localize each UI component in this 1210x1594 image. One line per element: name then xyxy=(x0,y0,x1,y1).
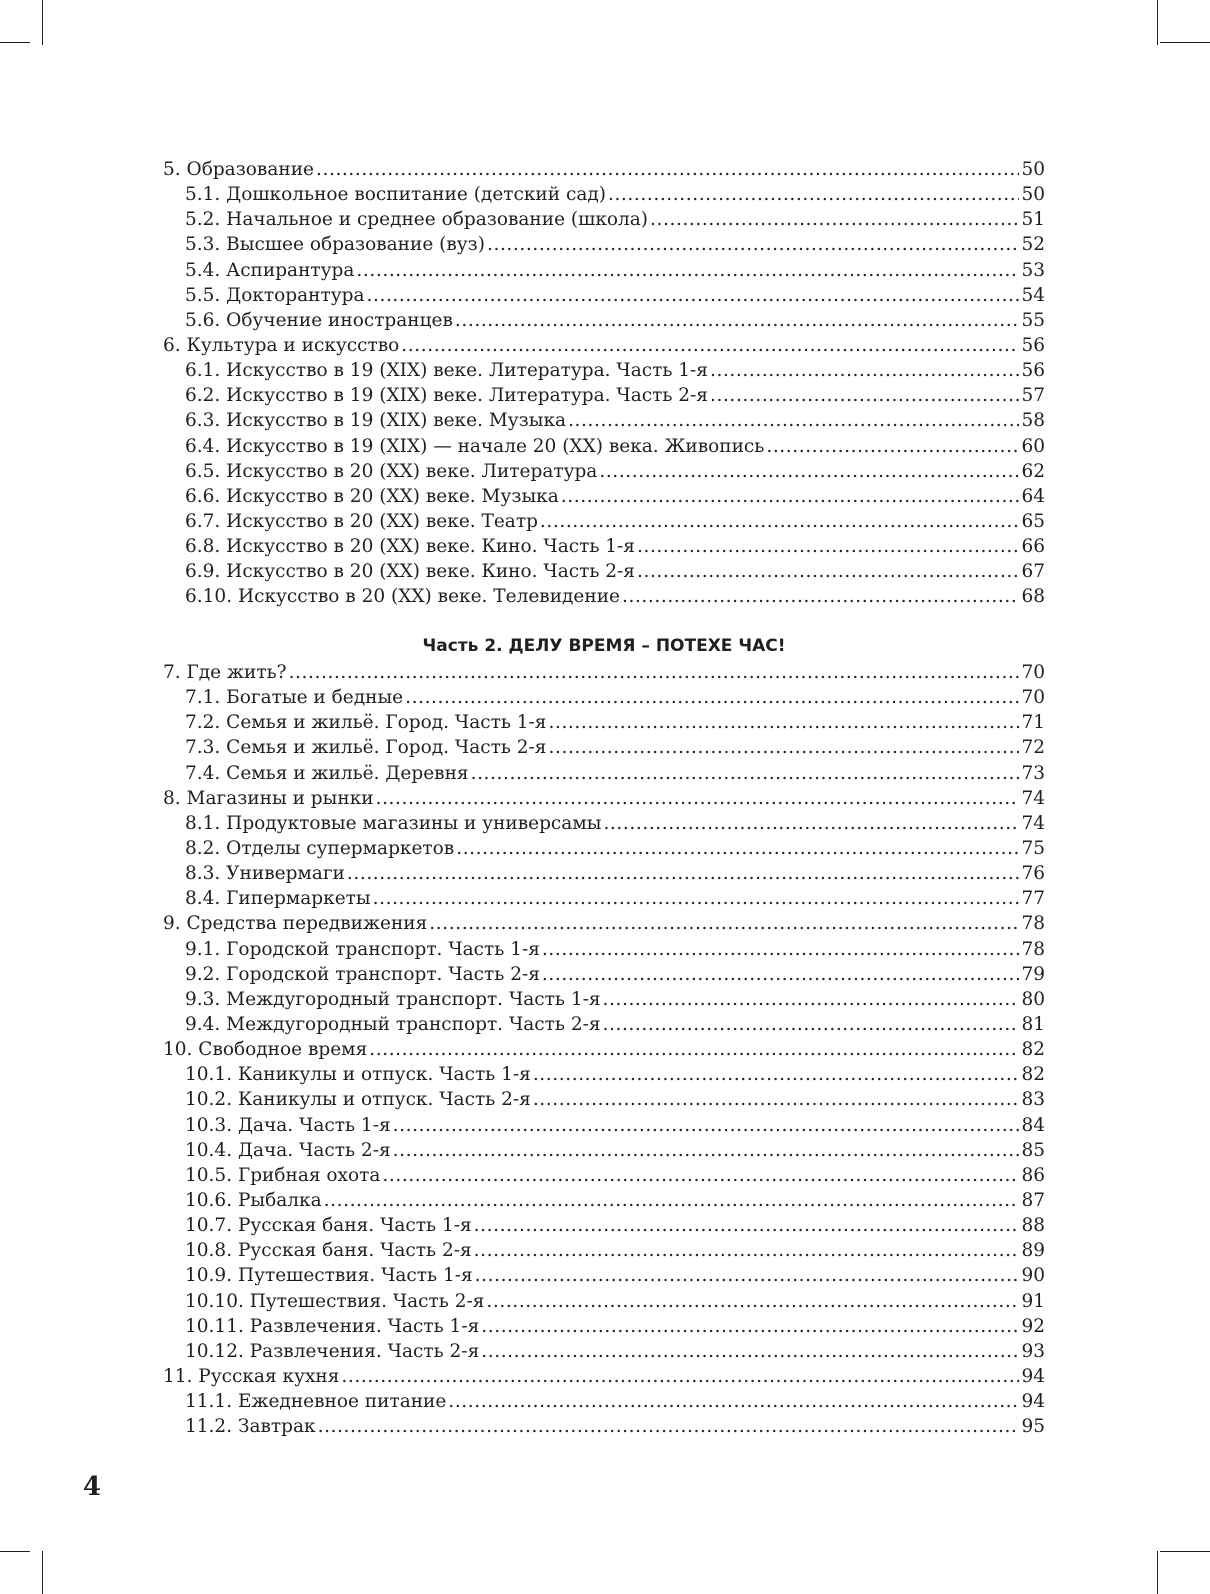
dot-leader xyxy=(316,157,1019,182)
toc-entry-title: 10. Свободное время xyxy=(163,1039,368,1061)
toc-entry xyxy=(163,786,1045,811)
toc-entry xyxy=(163,1163,1045,1188)
dot-leader xyxy=(542,937,1020,962)
dot-leader xyxy=(393,1138,1020,1163)
toc-entry xyxy=(163,685,1045,710)
toc-entry-title: 6.7. Искусство в 20 (XX) веке. Театр xyxy=(185,510,538,532)
toc-entry-title: 10.1. Каникулы и отпуск. Часть 1-я xyxy=(185,1064,531,1086)
toc-entry-page: 55 xyxy=(1021,309,1045,331)
toc-entry-page: 75 xyxy=(1021,837,1045,859)
toc-entry-title: 10.10. Путешествия. Часть 2-я xyxy=(185,1290,485,1312)
toc-entry xyxy=(163,308,1045,333)
toc-entry-title: 10.9. Путешествия. Часть 1-я xyxy=(185,1265,473,1287)
crop-mark xyxy=(1160,42,1210,43)
dot-leader xyxy=(608,182,1019,207)
toc-entry xyxy=(163,811,1045,836)
toc-entry-title: 6.9. Искусство в 20 (XX) веке. Кино. Часть 2-я xyxy=(185,561,635,583)
toc-entry-title: 10.7. Русская баня. Часть 1-я xyxy=(185,1215,472,1237)
dot-leader xyxy=(324,1188,1020,1213)
toc-list-part-1 xyxy=(163,157,1045,610)
toc-entry-page: 70 xyxy=(1021,662,1045,683)
toc-entry-page: 83 xyxy=(1021,1089,1045,1111)
dot-leader xyxy=(373,886,1020,911)
toc-entry-page: 92 xyxy=(1021,1315,1045,1337)
toc-entry xyxy=(163,660,1045,685)
dot-leader xyxy=(448,1389,1019,1414)
toc-entry-title: 6.1. Искусство в 19 (XIX) веке. Литература. Часть 1-я xyxy=(185,360,708,382)
toc-entry xyxy=(163,207,1045,232)
toc-entry-title: 9.4. Междугородный транспорт. Часть 2-я xyxy=(185,1013,601,1035)
toc-entry-page: 74 xyxy=(1021,787,1045,809)
toc-entry-page: 82 xyxy=(1021,1064,1045,1086)
toc-entry-page: 71 xyxy=(1021,712,1045,734)
toc-entry-page: 84 xyxy=(1021,1114,1045,1136)
toc-entry xyxy=(163,1364,1045,1389)
toc-entry-title: 9.3. Междугородный транспорт. Часть 1-я xyxy=(185,988,601,1010)
toc-entry-title: 10.5. Грибная охота xyxy=(185,1164,381,1186)
toc-entry xyxy=(163,1314,1045,1339)
toc-entry xyxy=(163,509,1045,534)
toc-entry-page: 50 xyxy=(1021,184,1045,206)
dot-leader xyxy=(533,1087,1020,1112)
crop-mark xyxy=(1157,1551,1158,1594)
dot-leader xyxy=(401,333,1019,358)
dot-leader xyxy=(475,1263,1020,1288)
toc-entry-title: 6.4. Искусство в 19 (XIX) — начале 20 (XX) века. Живопись xyxy=(185,435,765,457)
toc-entry xyxy=(163,861,1045,886)
toc-entry xyxy=(163,459,1045,484)
toc-entry-title: 6.3. Искусство в 19 (XIX) веке. Музыка xyxy=(185,410,567,432)
toc-entry-page: 54 xyxy=(1021,284,1045,306)
toc-entry xyxy=(163,283,1045,308)
dot-leader xyxy=(542,962,1020,987)
toc-entry-title: 10.8. Русская баня. Часть 2-я xyxy=(185,1240,472,1262)
dot-leader xyxy=(533,1062,1020,1087)
toc-entry-title: 7. Где жить? xyxy=(163,662,287,683)
dot-leader xyxy=(347,861,1020,886)
toc-entry-page: 94 xyxy=(1021,1391,1045,1413)
crop-mark xyxy=(1160,1551,1210,1552)
toc-entry xyxy=(163,1238,1045,1263)
dot-leader xyxy=(637,534,1019,559)
toc-entry-page: 72 xyxy=(1021,737,1045,759)
toc-entry-title: 7.2. Семья и жильё. Город. Часть 1-я xyxy=(185,712,547,734)
toc-entry-page: 87 xyxy=(1021,1189,1045,1211)
toc-entry-page: 88 xyxy=(1021,1215,1045,1237)
toc-entry xyxy=(163,1289,1045,1314)
toc-entry-page: 78 xyxy=(1021,913,1045,935)
toc-entry-page: 53 xyxy=(1021,259,1045,281)
dot-leader xyxy=(318,1414,1020,1439)
toc-entry xyxy=(163,358,1045,383)
toc-entry xyxy=(163,761,1045,786)
toc-entry-page: 64 xyxy=(1021,485,1045,507)
toc-entry xyxy=(163,1138,1045,1163)
crop-mark xyxy=(0,1551,30,1552)
toc-entry xyxy=(163,182,1045,207)
toc-entry-page: 80 xyxy=(1021,988,1045,1010)
toc-entry-page: 76 xyxy=(1021,863,1045,885)
toc-entry-title: 10.11. Развлечения. Часть 1-я xyxy=(185,1315,480,1337)
toc-entry xyxy=(163,1037,1045,1062)
dot-leader xyxy=(376,786,1020,811)
crop-mark xyxy=(42,1551,43,1594)
toc-entry-page: 58 xyxy=(1021,410,1045,432)
toc-entry xyxy=(163,383,1045,408)
toc-entry xyxy=(163,584,1045,609)
dot-leader xyxy=(710,358,1019,383)
toc-entry-page: 94 xyxy=(1021,1365,1045,1387)
dot-leader xyxy=(766,434,1019,459)
toc-entry-title: 5.1. Дошкольное воспитание (детский сад) xyxy=(185,184,606,206)
dot-leader xyxy=(429,911,1019,936)
toc-entry xyxy=(163,1213,1045,1238)
dot-leader xyxy=(393,1113,1020,1138)
toc-entry-page: 91 xyxy=(1021,1290,1045,1312)
toc-entry xyxy=(163,1389,1045,1414)
toc-entry-title: 7.1. Богатые и бедные xyxy=(185,687,404,709)
dot-leader xyxy=(486,1289,1019,1314)
toc-entry-page: 89 xyxy=(1021,1240,1045,1262)
toc-entry-title: 5.3. Высшее образование (вуз) xyxy=(185,234,485,256)
toc-entry-title: 6.8. Искусство в 20 (XX) веке. Кино. Часть 1-я xyxy=(185,536,635,558)
toc-entry-page: 68 xyxy=(1021,586,1045,608)
crop-mark xyxy=(1157,0,1158,45)
crop-mark xyxy=(0,42,30,43)
toc-entry-page: 74 xyxy=(1021,812,1045,834)
toc-entry xyxy=(163,836,1045,861)
toc-entry-page: 93 xyxy=(1021,1340,1045,1362)
toc-entry-title: 9. Средства передвижения xyxy=(163,913,428,935)
toc-entry-title: 7.4. Семья и жильё. Деревня xyxy=(185,762,469,784)
dot-leader xyxy=(382,1163,1019,1188)
toc-entry xyxy=(163,1087,1045,1112)
dot-leader xyxy=(599,459,1019,484)
dot-leader xyxy=(356,258,1019,283)
toc-entry xyxy=(163,735,1045,760)
toc-entry-title: 11.1. Ежедневное питание xyxy=(185,1391,447,1413)
dot-leader xyxy=(603,987,1020,1012)
toc-entry-page: 79 xyxy=(1021,963,1045,985)
dot-leader xyxy=(405,685,1019,710)
toc-entry-title: 11. Русская кухня xyxy=(163,1365,340,1387)
dot-leader xyxy=(481,1339,1019,1364)
dot-leader xyxy=(540,509,1020,534)
toc-entry-page: 78 xyxy=(1021,938,1045,960)
toc-entry xyxy=(163,937,1045,962)
dot-leader xyxy=(603,1012,1020,1037)
dot-leader xyxy=(637,559,1019,584)
toc-entry-page: 56 xyxy=(1021,334,1045,356)
toc-entry-title: 6.5. Искусство в 20 (XX) веке. Литература xyxy=(185,460,598,482)
toc-entry-page: 60 xyxy=(1021,435,1045,457)
toc-entry-page: 67 xyxy=(1021,561,1045,583)
dot-leader xyxy=(487,232,1019,257)
toc-entry-page: 82 xyxy=(1021,1039,1045,1061)
toc-entry xyxy=(163,333,1045,358)
toc-entry-title: 10.6. Рыбалка xyxy=(185,1189,322,1211)
dot-leader xyxy=(455,308,1020,333)
toc-entry xyxy=(163,1012,1045,1037)
toc-entry xyxy=(163,1188,1045,1213)
toc-entry-page: 66 xyxy=(1021,536,1045,558)
dot-leader xyxy=(474,1213,1020,1238)
toc-entry xyxy=(163,434,1045,459)
dot-leader xyxy=(710,383,1019,408)
toc-entry-title: 8.3. Универмаги xyxy=(185,863,345,885)
toc-entry-page: 57 xyxy=(1021,385,1045,407)
toc-entry-title: 10.2. Каникулы и отпуск. Часть 2-я xyxy=(185,1089,531,1111)
toc-entry-page: 52 xyxy=(1021,234,1045,256)
page-number: 4 xyxy=(83,1472,102,1502)
toc-entry-title: 10.12. Развлечения. Часть 2-я xyxy=(185,1340,480,1362)
toc-entry-page: 73 xyxy=(1021,762,1045,784)
toc-entry-title: 5.4. Аспирантура xyxy=(185,259,355,281)
toc-entry xyxy=(163,911,1045,936)
toc-entry xyxy=(163,1414,1045,1439)
toc-entry-page: 56 xyxy=(1021,360,1045,382)
toc-entry xyxy=(163,987,1045,1012)
toc-entry-title: 6. Культура и искусство xyxy=(163,334,400,356)
toc-entry xyxy=(163,886,1045,911)
dot-leader xyxy=(548,735,1019,760)
dot-leader xyxy=(471,761,1020,786)
dot-leader xyxy=(341,1364,1019,1389)
crop-mark xyxy=(42,0,43,45)
dot-leader xyxy=(481,1314,1019,1339)
toc-entry xyxy=(163,710,1045,735)
toc-entry xyxy=(163,232,1045,257)
toc-entry-title: 9.1. Городской транспорт. Часть 1-я xyxy=(185,938,540,960)
toc-entry-page: 81 xyxy=(1021,1013,1045,1035)
toc-entry xyxy=(163,1339,1045,1364)
toc-entry-title: 5. Образование xyxy=(163,159,314,180)
dot-leader xyxy=(367,283,1020,308)
toc-entry-title: 8.2. Отделы супермаркетов xyxy=(185,837,455,859)
dot-leader xyxy=(603,811,1019,836)
toc-entry-page: 86 xyxy=(1021,1164,1045,1186)
dot-leader xyxy=(650,207,1019,232)
toc-entry-page: 65 xyxy=(1021,510,1045,532)
toc-entry-title: 8.1. Продуктовые магазины и универсамы xyxy=(185,812,602,834)
toc-entry-title: 6.10. Искусство в 20 (XX) веке. Телевидение xyxy=(185,586,620,608)
toc-entry xyxy=(163,157,1045,182)
toc-entry-title: 8. Магазины и рынки xyxy=(163,787,374,809)
dot-leader xyxy=(456,836,1019,861)
toc-entry xyxy=(163,534,1045,559)
dot-leader xyxy=(289,660,1020,685)
toc-entry-page: 77 xyxy=(1021,888,1045,910)
toc-entry xyxy=(163,1113,1045,1138)
toc-entry xyxy=(163,484,1045,509)
toc-entry xyxy=(163,258,1045,283)
toc-entry xyxy=(163,559,1045,584)
dot-leader xyxy=(548,710,1019,735)
toc-entry-page: 70 xyxy=(1021,687,1045,709)
toc-entry-title: 7.3. Семья и жильё. Город. Часть 2-я xyxy=(185,737,547,759)
toc-entry-page: 85 xyxy=(1021,1139,1045,1161)
toc-entry-page: 62 xyxy=(1021,460,1045,482)
toc-entry-title: 10.3. Дача. Часть 1-я xyxy=(185,1114,391,1136)
toc-entry-page: 50 xyxy=(1021,159,1045,180)
dot-leader xyxy=(622,584,1019,609)
toc-entry-title: 9.2. Городской транспорт. Часть 2-я xyxy=(185,963,540,985)
toc-entry xyxy=(163,408,1045,433)
toc-entry-title: 6.6. Искусство в 20 (XX) веке. Музыка xyxy=(185,485,559,507)
dot-leader xyxy=(474,1238,1020,1263)
toc-entry-title: 5.2. Начальное и среднее образование (школа) xyxy=(185,209,649,231)
toc-entry xyxy=(163,1263,1045,1288)
part-heading: Часть 2. ДЕЛУ ВРЕМЯ – ПОТЕХЕ ЧАС! xyxy=(422,636,786,656)
toc-entry-title: 11.2. Завтрак xyxy=(185,1416,316,1438)
toc-entry-title: 6.2. Искусство в 19 (XIX) веке. Литература. Часть 2-я xyxy=(185,385,708,407)
dot-leader xyxy=(561,484,1020,509)
toc-entry-title: 5.5. Докторантура xyxy=(185,284,365,306)
toc-entry-title: 8.4. Гипермаркеты xyxy=(185,888,371,910)
dot-leader xyxy=(369,1037,1019,1062)
toc-entry xyxy=(163,1062,1045,1087)
toc-entry-page: 95 xyxy=(1021,1416,1045,1438)
toc-entry-title: 10.4. Дача. Часть 2-я xyxy=(185,1139,391,1161)
toc-list-part-2 xyxy=(163,660,1045,1439)
dot-leader xyxy=(568,408,1019,433)
toc-entry-page: 90 xyxy=(1021,1265,1045,1287)
toc-entry-title: 5.6. Обучение иностранцев xyxy=(185,309,453,331)
toc-entry-page: 51 xyxy=(1021,209,1045,231)
toc-entry xyxy=(163,962,1045,987)
